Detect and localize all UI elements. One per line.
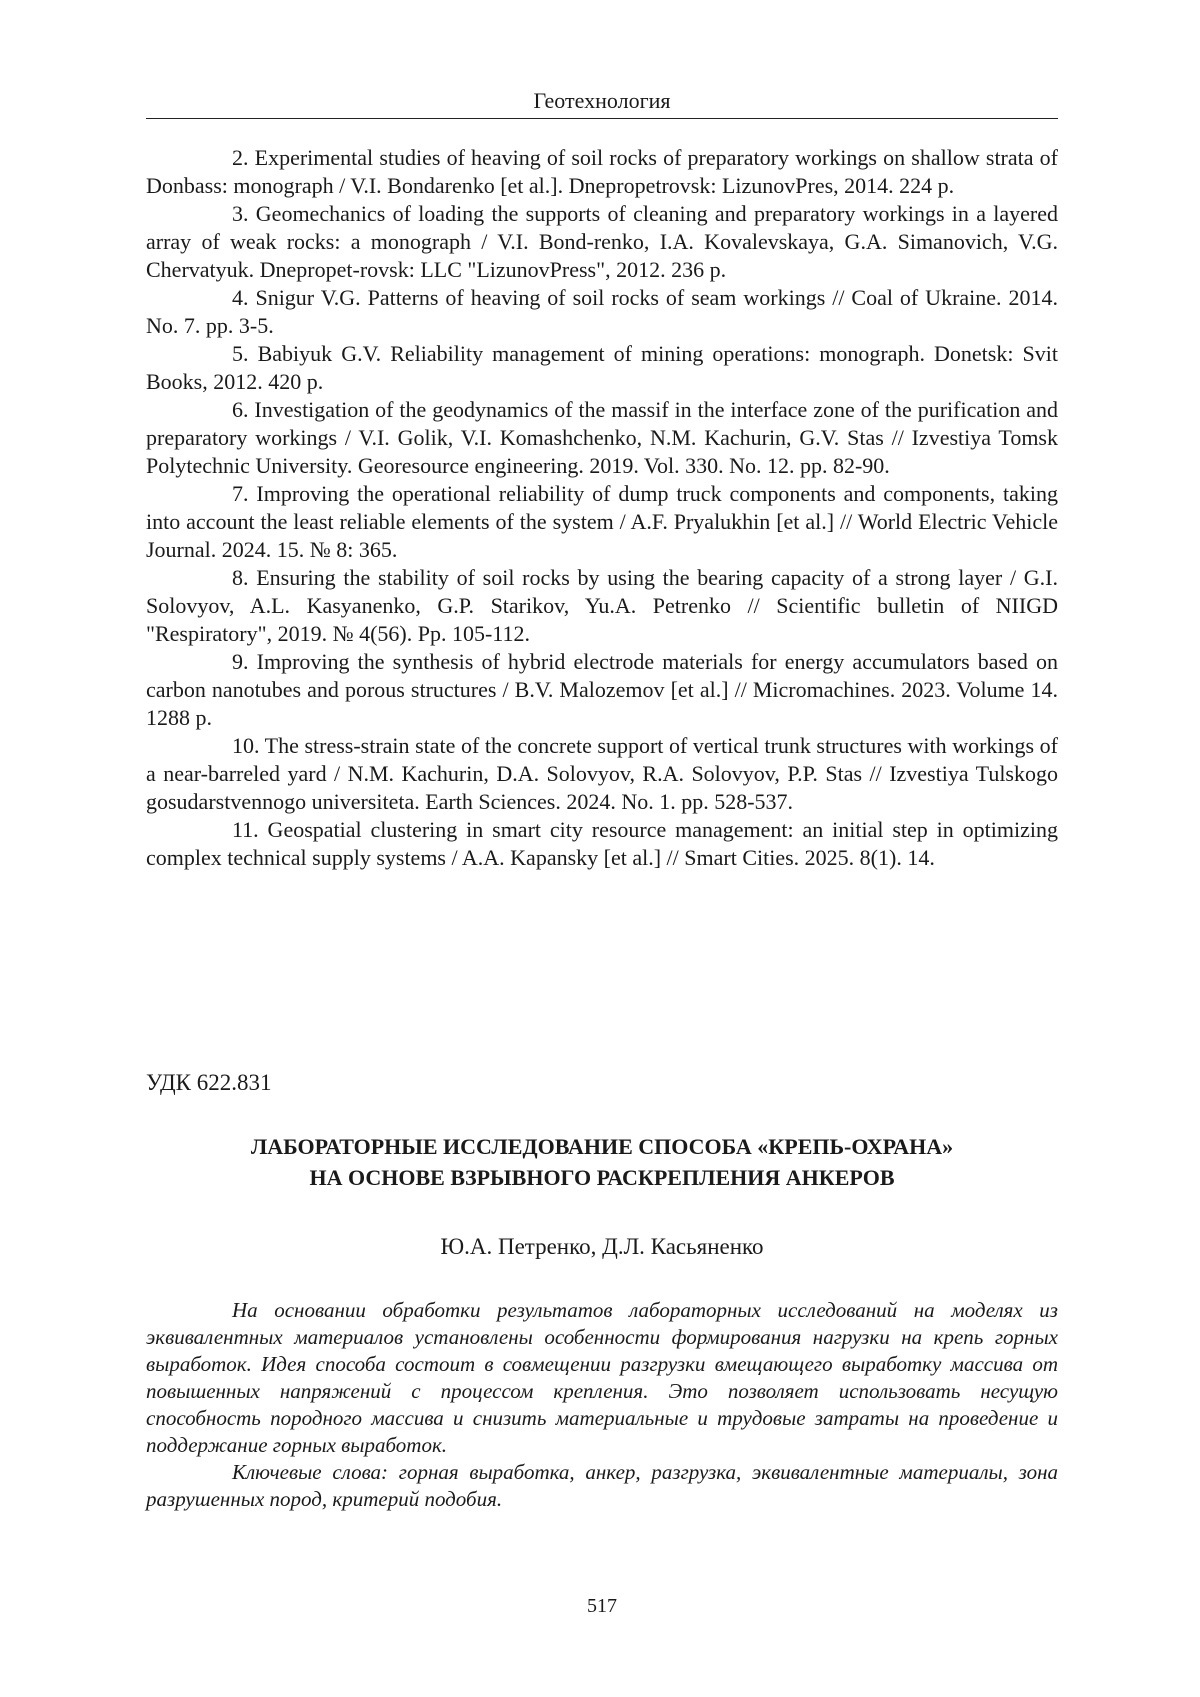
keywords-text: Ключевые слова: горная выработка, анкер, разгрузка, эквивалентные материалы, зона разрушенных пород, критерий подобия. [146, 1460, 1058, 1511]
reference-item: 11. Geospatial clustering in smart city resource management: an initial step in optimizing complex technical supply systems / A.A. Kapansky [et al.] // Smart Cities. 2025. 8(1). 14. [146, 817, 1058, 870]
document-page [146, 0, 1058, 1697]
reference-item: 4. Snigur V.G. Patterns of heaving of soil rocks of seam workings // Coal of Ukraine. 2014. No. 7. pp. 3-5. [146, 285, 1058, 338]
article-abstract [146, 1297, 1058, 1513]
article-authors: Ю.А. Петренко, Д.Л. Касьяненко [440, 1234, 764, 1259]
reference-item: 2. Experimental studies of heaving of soil rocks of preparatory workings on shallow strata of Donbass: monograph / V.I. Bondarenko [et al.]. Dnepropetrovsk: LizunovPres, 2014. 224 p. [146, 145, 1058, 198]
running-header: Геотехнология [533, 88, 671, 113]
reference-item: 6. Investigation of the geodynamics of the massif in the interface zone of the purification and preparatory workings / V.I. Golik, V.I. Komashchenko, N.M. Kachurin, G.V. Stas // Izvestiya Tomsk Polytechnic University. Georesource engineering. 2019. Vol. 330. No. 12. pp. 82-90. [146, 397, 1058, 478]
reference-item: 7. Improving the operational reliability of dump truck components and components, taking into account the least reliable elements of the system / A.F. Pryalukhin [et al.] // World Electric Vehicle Journal. 2024. 15. № 8: 365. [146, 481, 1058, 562]
page-number: 517 [587, 1595, 617, 1617]
article-title-line: ЛАБОРАТОРНЫЕ ИССЛЕДОВАНИЕ СПОСОБА «КРЕПЬ-ОХРАНА» [250, 1134, 954, 1159]
reference-list [146, 144, 1058, 872]
reference-item: 10. The stress-strain state of the concrete support of vertical trunk structures with workings of a near-barreled yard / N.M. Kachurin, D.A. Solovyov, R.A. Solovyov, P.P. Stas // Izvestiya Tulskogo gosudarstvennogo universiteta. Earth Sciences. 2024. No. 1. pp. 528-537. [146, 733, 1058, 814]
abstract-text: На основании обработки результатов лабораторных исследований на моделях из эквивалентных материалов установлены особенности формирования нагрузки на крепь горных выработок. Идея способа состоит в совмещении разгрузки вмещающего выработку массива от повышенных напряжений с процессом крепления. Это позволяет использовать несущую способность породного массива и снизить материальные и трудовые затраты на проведение и поддержание горных выработок. [146, 1298, 1058, 1457]
reference-item: 9. Improving the synthesis of hybrid electrode materials for energy accumulators based on carbon nanotubes and porous structures / B.V. Malozemov [et al.] // Micromachines. 2023. Volume 14. 1288 p. [146, 649, 1058, 730]
article-title [146, 1131, 1058, 1193]
reference-item: 8. Ensuring the stability of soil rocks by using the bearing capacity of a strong layer / G.I. Solovyov, A.L. Kasyanenko, G.P. Starikov, Yu.A. Petrenko // Scientific bulletin of NIIGD "Respiratory", 2019. № 4(56). Pp. 105-112. [146, 565, 1058, 646]
header-divider [146, 118, 1058, 119]
article-title-line: НА ОСНОВЕ ВЗРЫВНОГО РАСКРЕПЛЕНИЯ АНКЕРОВ [309, 1165, 895, 1190]
reference-item: 3. Geomechanics of loading the supports of cleaning and preparatory workings in a layered array of weak rocks: a monograph / V.I. Bond-renko, I.A. Kovalevskaya, G.A. Simanovich, V.G. Chervatyuk. Dnepropet-rovsk: LLC "LizunovPress", 2012. 236 p. [146, 201, 1058, 282]
reference-item: 5. Babiyuk G.V. Reliability management of mining operations: monograph. Donetsk: Svit Books, 2012. 420 p. [146, 341, 1058, 394]
udk-code: УДК 622.831 [146, 1070, 272, 1095]
